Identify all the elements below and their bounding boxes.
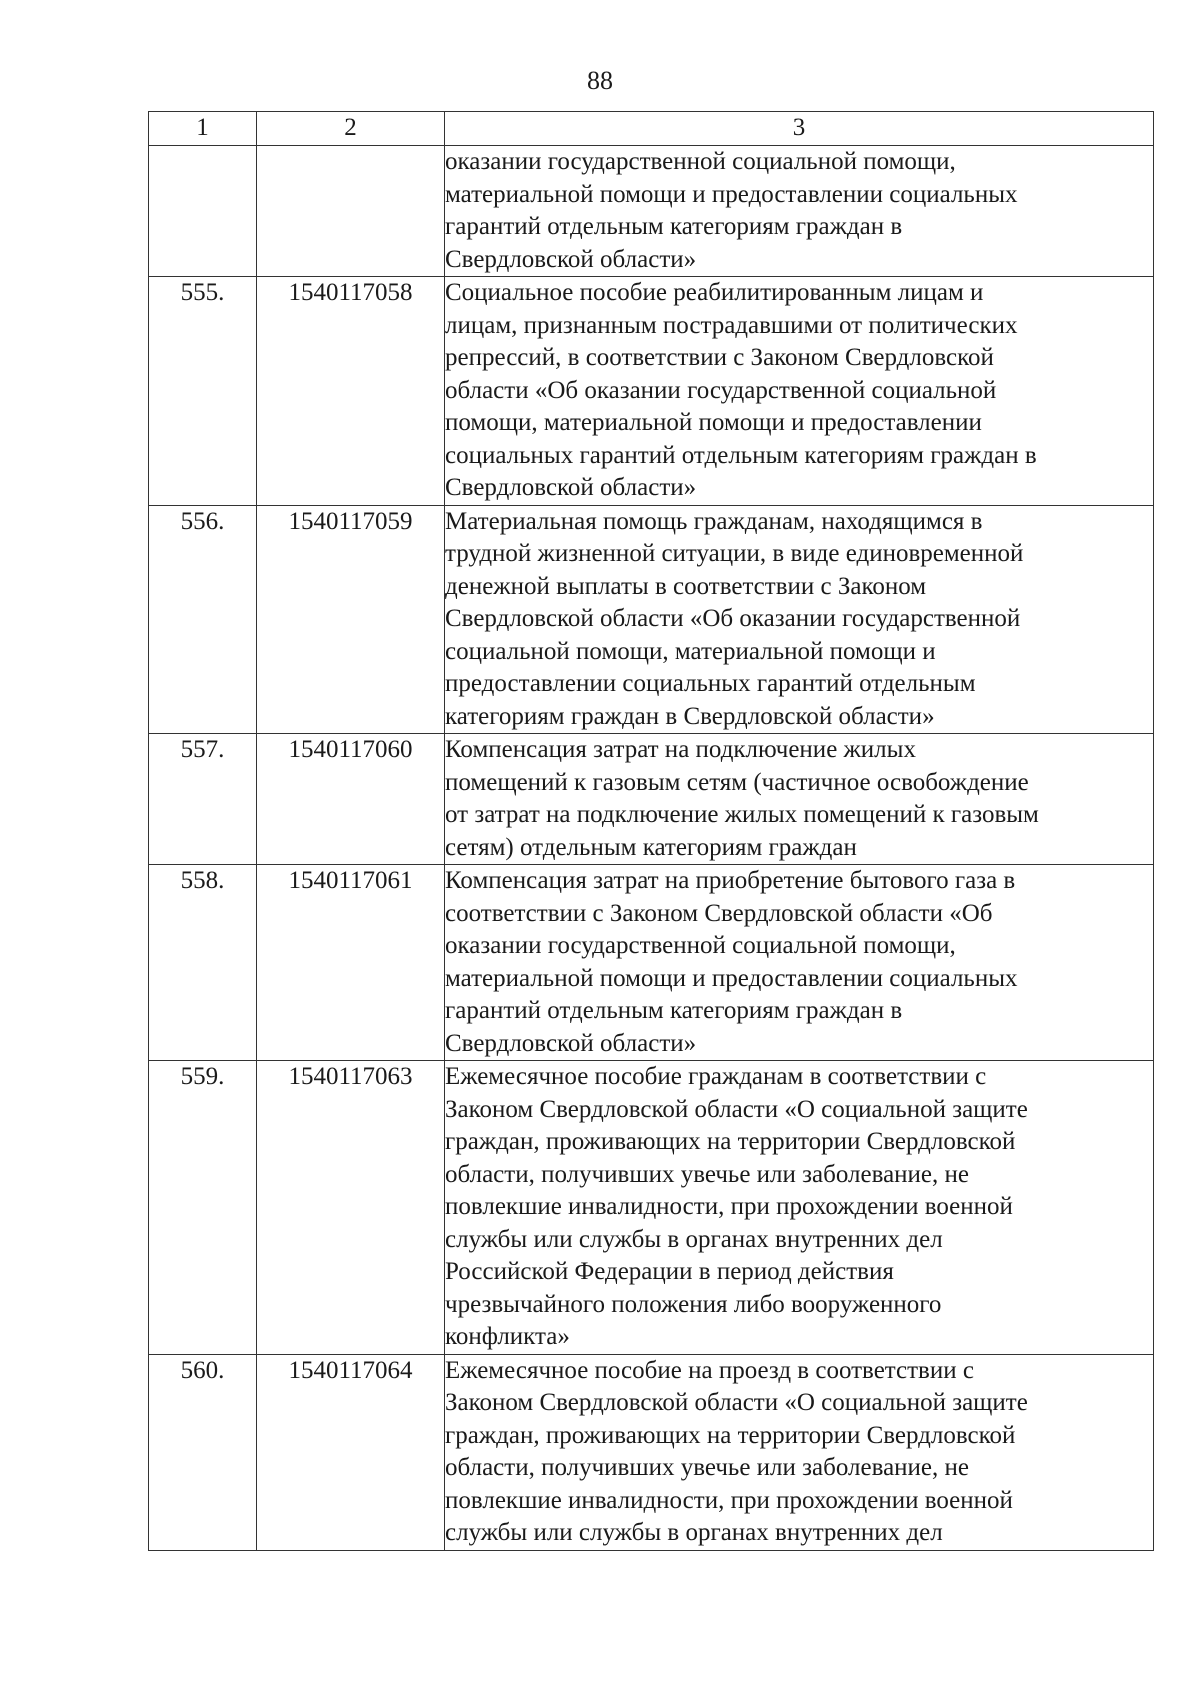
description-line: от затрат на подключение жилых помещений к газовым	[445, 801, 1039, 828]
table-row	[149, 505, 1154, 734]
target-code: 1540117058	[257, 277, 445, 506]
description-line: граждан, проживающих на территории Свердловской	[445, 1128, 1016, 1155]
budget-code-table	[148, 111, 1154, 1551]
description-line: Ежемесячное пособие на проезд в соответствии с	[445, 1356, 974, 1384]
row-number: 556.	[149, 505, 257, 734]
target-code: 1540117063	[257, 1061, 445, 1355]
description-line: конфликта»	[445, 1323, 570, 1350]
description-line: Ежемесячное пособие гражданам в соответствии с	[445, 1063, 987, 1090]
target-code: 1540117061	[257, 865, 445, 1061]
description-line: Материальная помощь гражданам, находящимся в	[445, 507, 983, 535]
description-line: сетям) отдельным категориям граждан	[445, 833, 857, 861]
description-line: репрессий, в соответствии с Законом Свердловской	[445, 344, 994, 371]
row-number: 558.	[149, 865, 257, 1061]
row-number: 559.	[149, 1061, 257, 1355]
table-row	[149, 734, 1154, 865]
description-line: соответствии с Законом Свердловской области «Об	[445, 899, 993, 927]
description-line: материальной помощи и предоставлении социальных	[445, 180, 1018, 208]
description-line: области, получивших увечье или заболевание, не	[445, 1454, 969, 1481]
description-line: чрезвычайного положения либо вооруженного	[445, 1290, 942, 1318]
column-header-1: 1	[149, 112, 257, 146]
description-line: Свердловской области»	[445, 245, 697, 273]
description-line: Свердловской области «Об оказании государственной	[445, 605, 1021, 632]
description-line: повлекшие инвалидности, при прохождении военной	[445, 1486, 1013, 1514]
description-line: граждан, проживающих на территории Свердловской	[445, 1421, 1016, 1449]
description-cell	[445, 1061, 1154, 1355]
description-line: Законом Свердловской области «О социальной защите	[445, 1095, 1028, 1123]
description-line: трудной жизненной ситуации, в виде единовременной	[445, 540, 1024, 567]
description-cell	[445, 865, 1154, 1061]
column-header-3: 3	[445, 112, 1154, 146]
description-line: социальных гарантий отдельным категориям граждан в	[445, 441, 1037, 469]
description-line: Свердловской области»	[445, 474, 697, 501]
table-body	[149, 146, 1154, 1551]
description-line: денежной выплаты в соответствии с Законом	[445, 572, 927, 600]
target-code: 1540117060	[257, 734, 445, 865]
description-line: Компенсация затрат на подключение жилых	[445, 736, 916, 763]
description-line: Российской Федерации в период действия	[445, 1258, 894, 1285]
row-number	[149, 146, 257, 277]
target-code: 1540117064	[257, 1354, 445, 1550]
description-line: помещений к газовым сетям (частичное освобождение	[445, 768, 1029, 796]
table-header-row	[149, 112, 1154, 146]
row-number: 555.	[149, 277, 257, 506]
description-line: лицам, признанным пострадавшими от политических	[445, 311, 1018, 339]
table-row	[149, 865, 1154, 1061]
target-code: 1540117059	[257, 505, 445, 734]
table-row	[149, 1061, 1154, 1355]
description-line: службы или службы в органах внутренних дел	[445, 1519, 943, 1546]
description-line: Компенсация затрат на приобретение бытового газа в	[445, 867, 1016, 894]
description-line: социальной помощи, материальной помощи и	[445, 637, 936, 665]
table-row	[149, 277, 1154, 506]
description-line: гарантий отдельным категориям граждан в	[445, 997, 903, 1024]
description-line: Законом Свердловской области «О социальной защите	[445, 1389, 1028, 1416]
description-line: оказании государственной социальной помощи,	[445, 148, 956, 175]
description-line: материальной помощи и предоставлении социальных	[445, 964, 1018, 992]
description-line: Свердловской области»	[445, 1029, 697, 1057]
column-header-2: 2	[257, 112, 445, 146]
description-line: Социальное пособие реабилитированным лицам и	[445, 279, 984, 306]
row-number: 560.	[149, 1354, 257, 1550]
target-code	[257, 146, 445, 277]
description-line: оказании государственной социальной помощи,	[445, 932, 956, 959]
description-line: области, получивших увечье или заболевание, не	[445, 1160, 969, 1188]
table-row	[149, 146, 1154, 277]
page-number: 88	[587, 66, 613, 95]
description-cell	[445, 734, 1154, 865]
description-line: предоставлении социальных гарантий отдельным	[445, 670, 976, 697]
description-cell	[445, 1354, 1154, 1550]
description-line: области «Об оказании государственной социальной	[445, 376, 997, 404]
description-cell	[445, 146, 1154, 277]
description-line: категориям граждан в Свердловской области»	[445, 702, 935, 730]
description-line: повлекшие инвалидности, при прохождении военной	[445, 1193, 1013, 1220]
row-number: 557.	[149, 734, 257, 865]
table-row	[149, 1354, 1154, 1550]
description-line: помощи, материальной помощи и предоставлении	[445, 409, 982, 436]
description-line: гарантий отдельным категориям граждан в	[445, 213, 903, 240]
description-cell	[445, 277, 1154, 506]
description-cell	[445, 505, 1154, 734]
description-line: службы или службы в органах внутренних дел	[445, 1225, 943, 1253]
